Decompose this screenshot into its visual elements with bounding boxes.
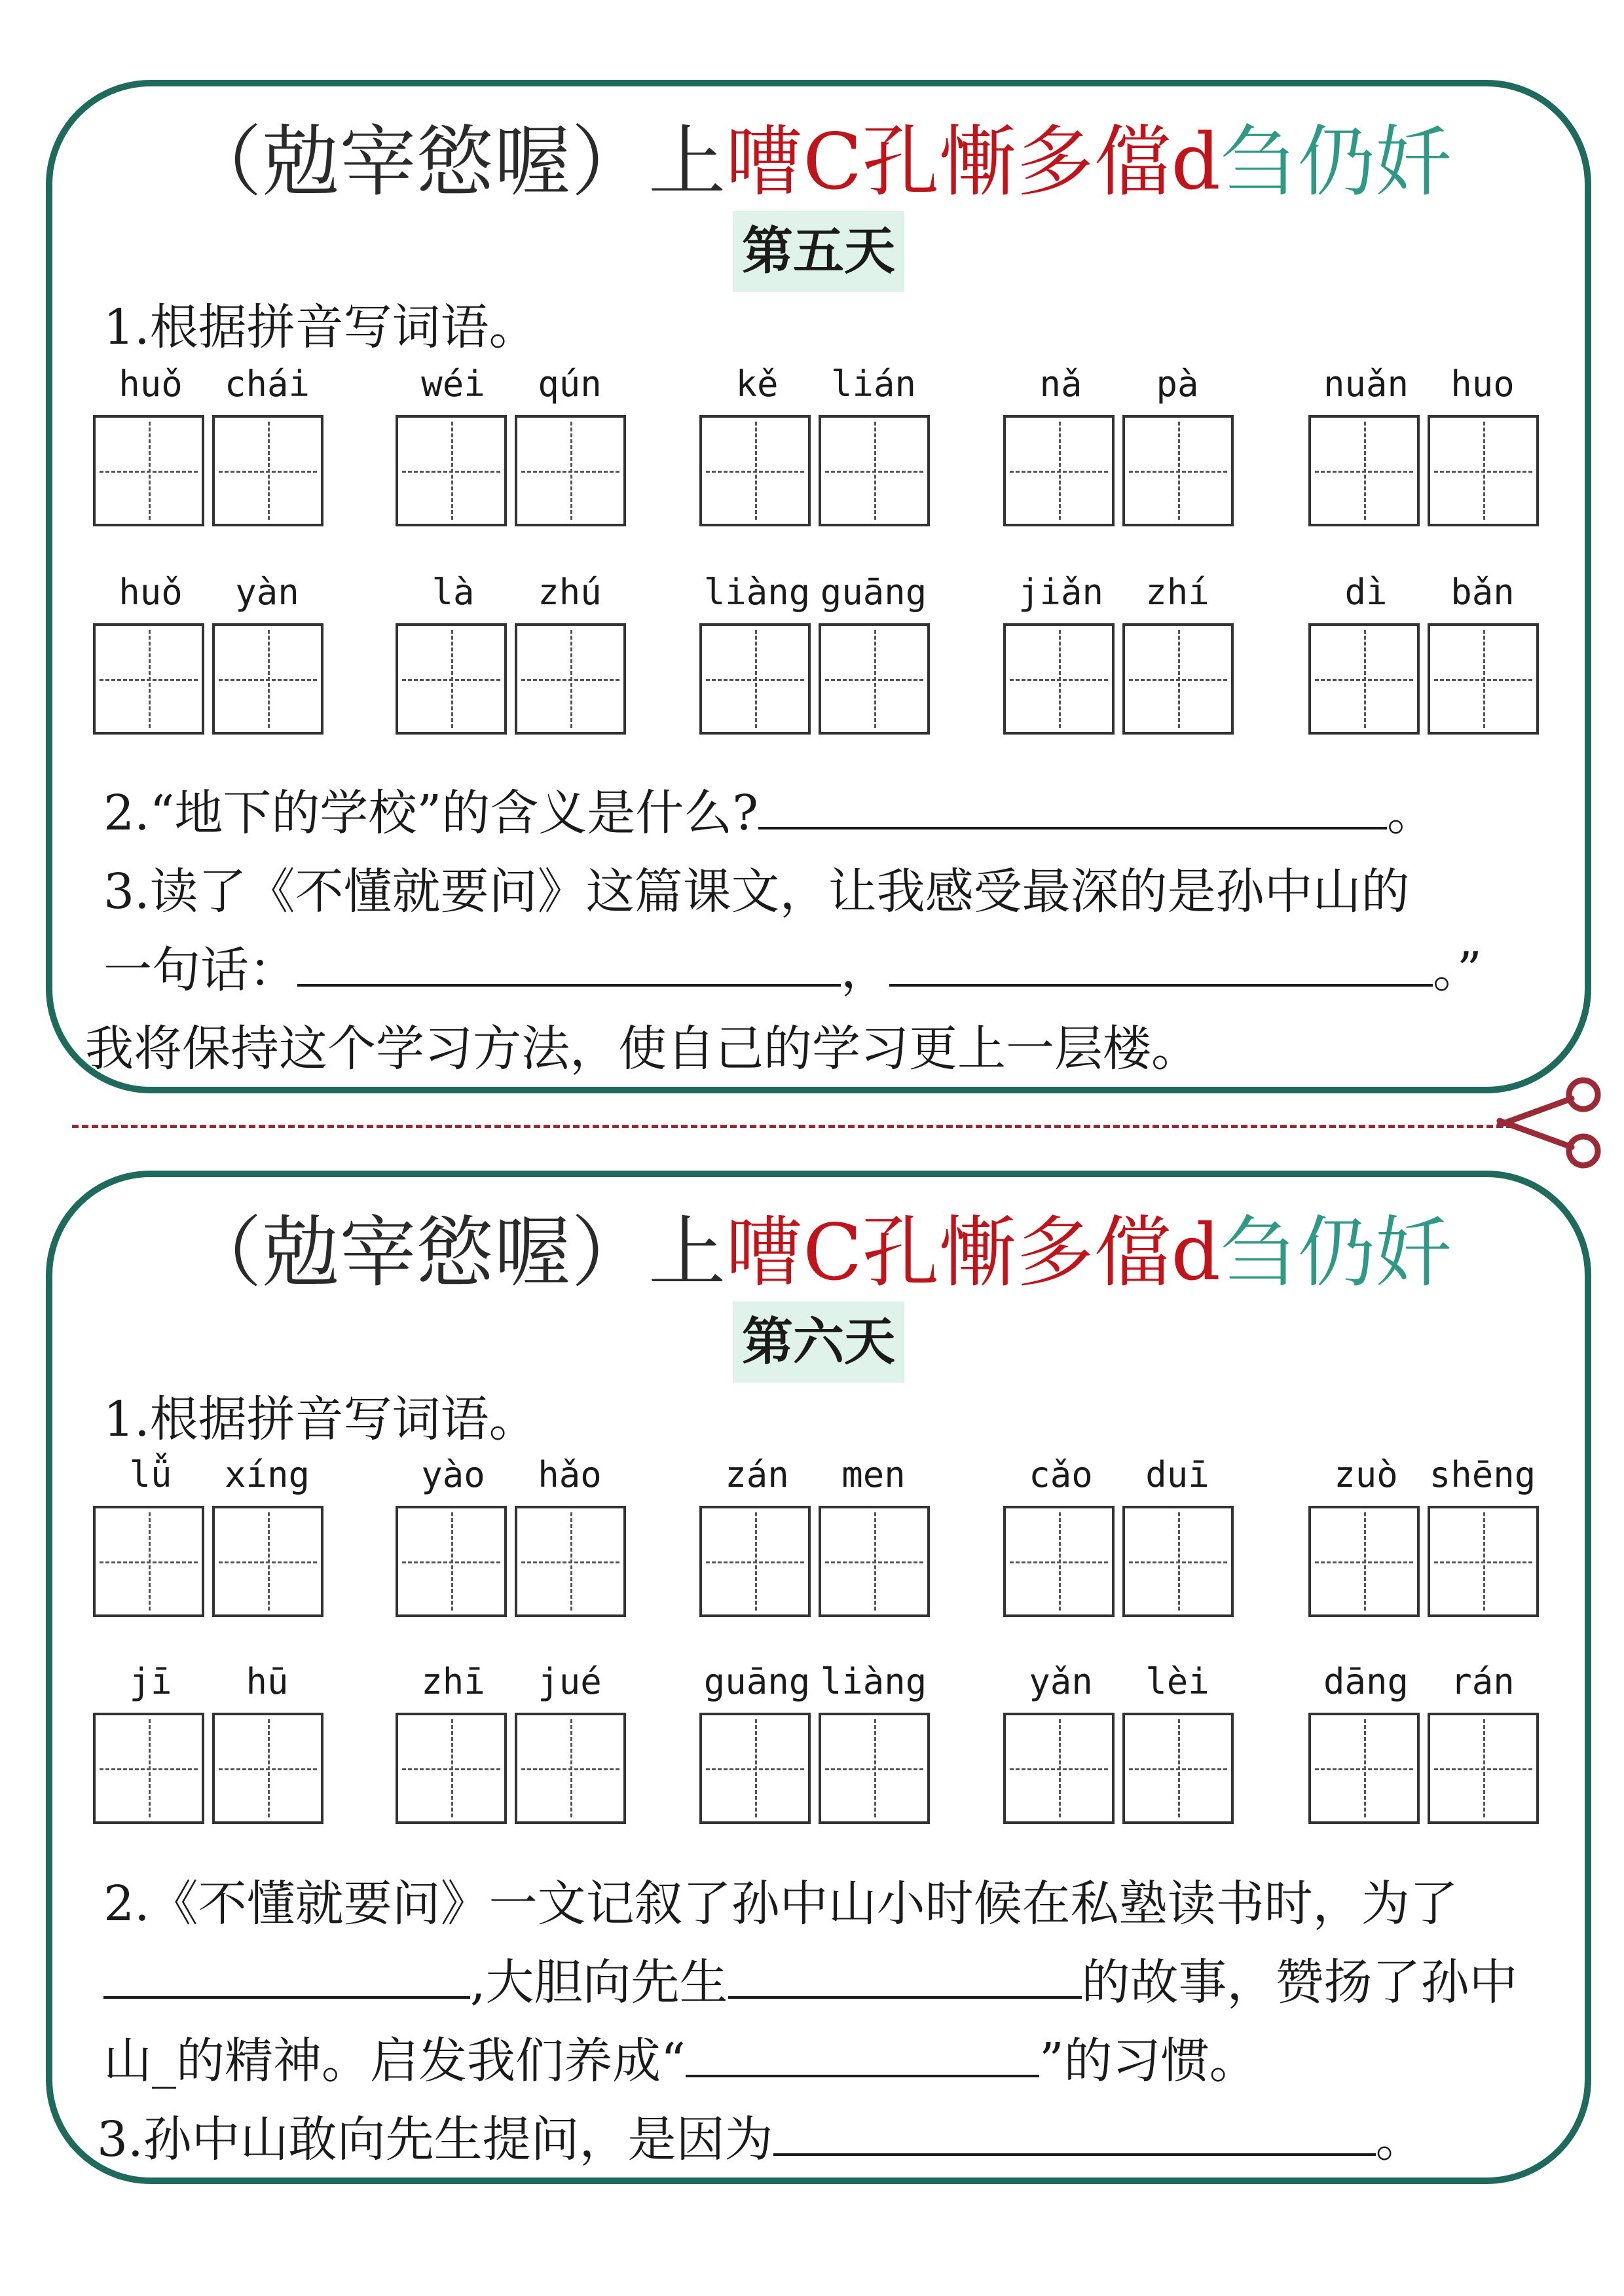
pinyin-label: lián <box>830 363 917 405</box>
word-item <box>396 1452 631 1622</box>
answer-blank[interactable] <box>773 2107 1376 2156</box>
word-item <box>699 1452 935 1622</box>
worksheet-day6 <box>46 1171 1591 2184</box>
question-2-end: 。 <box>1386 785 1435 841</box>
question-3-line-2 <box>103 938 1482 1003</box>
writing-box[interactable] <box>1003 1713 1115 1824</box>
question-2 <box>103 780 1435 846</box>
pinyin-label: zhú <box>538 572 602 613</box>
pinyin-label: zhī <box>421 1661 485 1702</box>
writing-box[interactable] <box>1428 1713 1539 1824</box>
question-3-prefix: 一句话： <box>103 942 297 998</box>
writing-box[interactable] <box>515 623 626 735</box>
question-3-end: 。” <box>1433 942 1482 998</box>
word-item <box>1003 1659 1239 1829</box>
pinyin-label: liàng <box>703 572 811 613</box>
question-3-line-3: 我将保持这个学习方法，使自己的学习更上一层楼。 <box>85 1021 1200 1077</box>
pinyin-label: zán <box>725 1454 789 1495</box>
writing-box[interactable] <box>1428 415 1539 526</box>
pinyin-label: yǎn <box>1029 1661 1093 1702</box>
pinyin-label: nuǎn <box>1323 363 1409 405</box>
question-2-text: 2.“地下的学校”的含义是什么? <box>103 785 758 841</box>
word-item <box>1308 1659 1544 1829</box>
question-3-line-1: 3.读了《不懂就要问》这篇课文，让我感受最深的是孙中山的 <box>103 864 1410 920</box>
writing-box[interactable] <box>515 415 626 526</box>
question-2-line-3 <box>103 2028 1258 2094</box>
pinyin-label: rán <box>1450 1661 1515 1702</box>
writing-box[interactable] <box>699 623 811 735</box>
writing-box[interactable] <box>1308 1506 1420 1617</box>
writing-box[interactable] <box>699 1713 811 1824</box>
writing-box[interactable] <box>819 1713 930 1824</box>
pinyin-label: là <box>432 572 475 613</box>
question-2-line-1: 2.《不懂就要问》一文记叙了孙中山小时候在私塾读书时，为了 <box>103 1876 1458 1932</box>
writing-box[interactable] <box>1122 1713 1234 1824</box>
answer-blank[interactable] <box>758 781 1387 829</box>
pinyin-label: xíng <box>224 1454 310 1495</box>
word-item <box>1308 361 1544 532</box>
question-2-mid: ,大胆向先生 <box>470 1954 728 2011</box>
answer-blank[interactable] <box>686 2029 1039 2077</box>
pinyin-label: huo <box>1450 363 1515 405</box>
question-3-comma: ， <box>841 942 889 998</box>
word-item <box>93 570 329 740</box>
pinyin-label: hǎo <box>538 1454 602 1495</box>
pinyin-row-2 <box>93 1659 1599 1829</box>
question-3-text: 3.孙中山敢向先生提问，是因为 <box>97 2111 773 2168</box>
question-2-line-3-start: 山_的精神。启发我们养成“ <box>103 2033 686 2089</box>
writing-box[interactable] <box>1122 415 1234 526</box>
word-item <box>699 361 935 532</box>
writing-box[interactable] <box>212 623 323 735</box>
pinyin-label: huǒ <box>119 572 183 613</box>
answer-blank[interactable] <box>728 1950 1082 1999</box>
writing-box[interactable] <box>1003 415 1115 526</box>
pinyin-row-2 <box>93 570 1599 740</box>
scissors-icon <box>1493 1074 1604 1172</box>
pinyin-label: jué <box>538 1661 602 1702</box>
sheet-title <box>52 1203 1585 1302</box>
answer-blank[interactable] <box>297 938 841 987</box>
worksheet-day5 <box>46 80 1591 1093</box>
writing-box[interactable] <box>93 415 204 526</box>
writing-box[interactable] <box>699 415 811 526</box>
writing-box[interactable] <box>212 1713 323 1824</box>
writing-box[interactable] <box>1003 623 1115 735</box>
writing-box[interactable] <box>699 1506 811 1617</box>
pinyin-label: nǎ <box>1039 363 1082 405</box>
question-3 <box>97 2107 1424 2172</box>
pinyin-label: shēng <box>1429 1454 1536 1495</box>
writing-box[interactable] <box>212 1506 323 1617</box>
pinyin-label: kě <box>735 363 779 405</box>
writing-box[interactable] <box>212 415 323 526</box>
question-1: 1.根据拼音写词语。 <box>103 1391 538 1448</box>
writing-box[interactable] <box>396 1506 507 1617</box>
pinyin-label: zhí <box>1145 572 1209 613</box>
pinyin-label: chái <box>224 363 310 405</box>
writing-box[interactable] <box>396 415 507 526</box>
word-item <box>1003 570 1239 740</box>
writing-box[interactable] <box>819 415 930 526</box>
pinyin-label: bǎn <box>1450 572 1515 613</box>
writing-box[interactable] <box>93 623 204 735</box>
writing-box[interactable] <box>93 1506 204 1617</box>
pinyin-label: yàn <box>235 572 299 613</box>
answer-blank[interactable] <box>889 938 1433 987</box>
question-2-line-3-end: ”的习惯。 <box>1039 2033 1258 2089</box>
pinyin-label: guāng <box>820 572 927 613</box>
pinyin-label: men <box>841 1454 906 1495</box>
pinyin-label: huǒ <box>119 363 183 405</box>
writing-box[interactable] <box>819 623 930 735</box>
word-item <box>396 570 631 740</box>
pinyin-label: guāng <box>703 1661 811 1702</box>
word-item <box>1003 361 1239 532</box>
sheet-title <box>52 113 1585 211</box>
word-item <box>699 570 935 740</box>
pinyin-label: cǎo <box>1029 1454 1093 1495</box>
writing-box[interactable] <box>819 1506 930 1617</box>
pinyin-label: jī <box>129 1661 172 1702</box>
writing-box[interactable] <box>1308 415 1420 526</box>
pinyin-label: qún <box>538 363 602 405</box>
day-label: 第六天 <box>733 1302 904 1383</box>
writing-box[interactable] <box>1308 1713 1420 1824</box>
word-item <box>93 1659 329 1829</box>
answer-blank[interactable] <box>103 1950 470 1999</box>
pinyin-label: lèi <box>1145 1661 1209 1702</box>
word-item <box>1308 570 1544 740</box>
question-3-end: 。 <box>1375 2111 1424 2168</box>
writing-box[interactable] <box>1428 1506 1539 1617</box>
pinyin-label: liàng <box>820 1661 927 1702</box>
writing-box[interactable] <box>396 1713 507 1824</box>
pinyin-row-1 <box>93 361 1599 532</box>
pinyin-label: dāng <box>1323 1661 1409 1702</box>
writing-box[interactable] <box>1428 623 1539 735</box>
question-1: 1.根据拼音写词语。 <box>103 299 538 355</box>
writing-box[interactable] <box>1122 623 1234 735</box>
pinyin-label: wéi <box>421 363 485 405</box>
cut-line <box>72 1125 1513 1128</box>
pinyin-label: yào <box>421 1454 485 1495</box>
pinyin-row-1 <box>93 1452 1599 1622</box>
writing-box[interactable] <box>93 1713 204 1824</box>
title-part-1: （勊宰慾喔）上 <box>185 117 726 207</box>
title-part-3: 刍仍奷 <box>1220 117 1452 207</box>
pinyin-label: hū <box>246 1661 289 1702</box>
word-item <box>396 361 631 532</box>
pinyin-label: duī <box>1145 1454 1209 1495</box>
word-item <box>699 1659 935 1829</box>
pinyin-label: pà <box>1156 363 1199 405</box>
question-2-end: 的故事，赞扬了孙中 <box>1081 1954 1518 2011</box>
question-2-line-2 <box>103 1950 1518 2015</box>
pinyin-label: jiǎn <box>1018 572 1104 613</box>
title-part-1: （勊宰慾喔）上 <box>185 1207 726 1298</box>
writing-box[interactable] <box>1122 1506 1234 1617</box>
word-item <box>93 1452 329 1622</box>
day-label: 第五天 <box>733 211 904 292</box>
writing-box[interactable] <box>1003 1506 1115 1617</box>
word-item <box>93 361 329 532</box>
word-item <box>1308 1452 1544 1622</box>
pinyin-label: zuò <box>1334 1454 1398 1495</box>
word-item <box>396 1659 631 1829</box>
writing-box[interactable] <box>515 1506 626 1617</box>
writing-box[interactable] <box>396 623 507 735</box>
pinyin-label: dì <box>1344 572 1388 613</box>
title-part-3: 刍仍奷 <box>1220 1207 1452 1298</box>
title-part-2: 嘈C孔慚多儅d <box>726 117 1221 207</box>
title-part-2: 嘈C孔慚多儅d <box>726 1207 1221 1298</box>
writing-box[interactable] <box>515 1713 626 1824</box>
writing-box[interactable] <box>1308 623 1420 735</box>
pinyin-label: lǚ <box>129 1454 172 1495</box>
word-item <box>1003 1452 1239 1622</box>
